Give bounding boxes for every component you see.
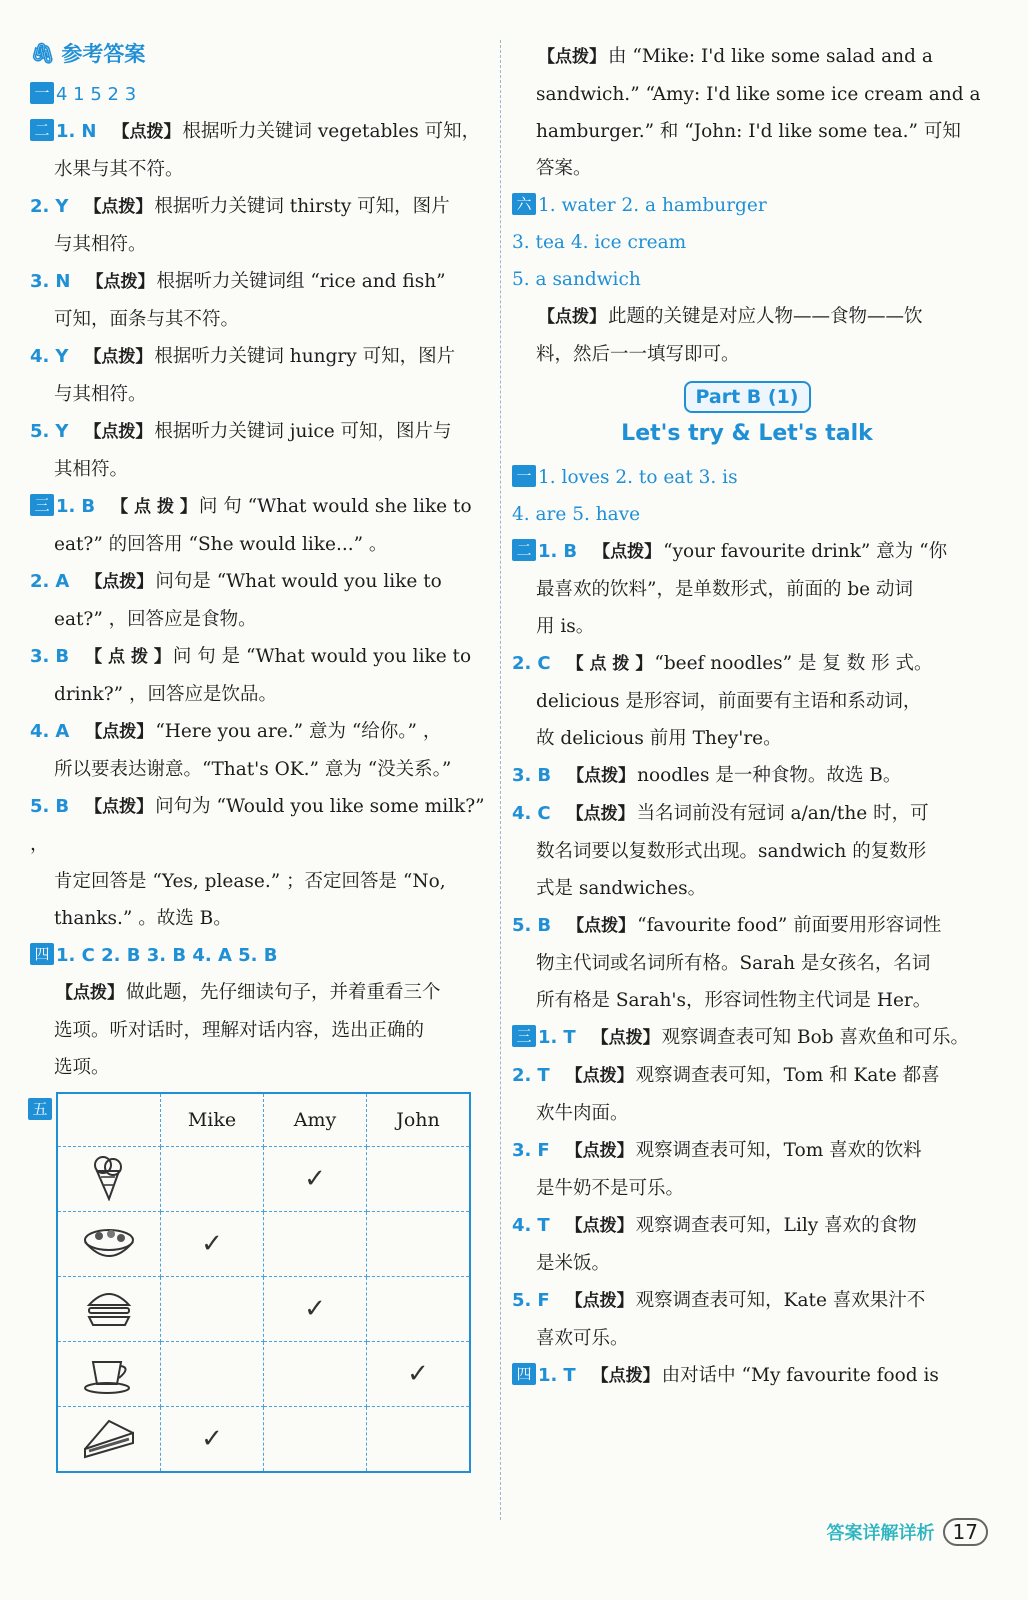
tip-label: 【点拨】 bbox=[85, 722, 154, 742]
item-answer: T bbox=[563, 1027, 576, 1048]
item-number: 1. bbox=[538, 1027, 558, 1048]
survey-table bbox=[56, 1092, 471, 1473]
item-answer: T bbox=[537, 1215, 550, 1236]
item-answer: T bbox=[563, 1365, 576, 1386]
tip-label: 【 点 拨 】 bbox=[85, 647, 171, 667]
tip-label: 【点拨】 bbox=[86, 272, 155, 292]
check-mark: ✓ bbox=[407, 1359, 429, 1389]
section-badge: 三 bbox=[512, 1025, 536, 1047]
list-item bbox=[512, 795, 982, 833]
item-answer: B bbox=[81, 496, 96, 517]
check-mark: ✓ bbox=[201, 1229, 223, 1259]
item-answer: F bbox=[537, 1140, 550, 1161]
item-number: 2. bbox=[30, 571, 50, 592]
answer-line: 5. a sandwich bbox=[512, 269, 641, 290]
tip-label: 【点拨】 bbox=[565, 1216, 634, 1236]
ice-cream-icon bbox=[79, 1153, 139, 1201]
tip-text: 欢牛肉面。 bbox=[536, 1103, 629, 1124]
part-title: Part B (1) bbox=[684, 381, 811, 413]
tip-label: 【点拨】 bbox=[538, 47, 606, 67]
list-item bbox=[512, 1132, 982, 1170]
tip-text: 物主代词或名词所有格。Sarah 是女孩名，名词 bbox=[536, 953, 931, 974]
answer-list: 1. C 2. B 3. B 4. A 5. B bbox=[56, 945, 278, 966]
item-answer: A bbox=[55, 571, 70, 592]
tip-text: 与其相符。 bbox=[54, 234, 147, 255]
item-number: 1. bbox=[56, 121, 76, 142]
list-item bbox=[512, 1282, 982, 1320]
item-answer: C bbox=[537, 653, 551, 674]
section-badge: 二 bbox=[30, 119, 54, 141]
list-item bbox=[512, 645, 982, 683]
item-answer: Y bbox=[55, 196, 69, 217]
tip-label: 【点拨】 bbox=[85, 797, 154, 817]
tip-text: 是牛奶不是可乐。 bbox=[536, 1178, 685, 1199]
section-badge: 六 bbox=[512, 193, 536, 215]
item-number: 4. bbox=[512, 1215, 532, 1236]
page-number: 17 bbox=[943, 1518, 988, 1546]
list-item bbox=[512, 757, 982, 795]
list-item bbox=[30, 113, 490, 151]
b-section-3 bbox=[512, 1019, 982, 1357]
section-4 bbox=[30, 937, 490, 1086]
item-number: 1. bbox=[538, 541, 558, 562]
item-number: 5. bbox=[512, 915, 532, 936]
list-item bbox=[30, 638, 490, 676]
tip-text: 做此题，先仔细读句子，并着重看三个 bbox=[126, 982, 441, 1003]
item-number: 5. bbox=[30, 421, 50, 442]
check-mark: ✓ bbox=[304, 1164, 326, 1194]
tip-text: sandwich.” “Amy: I'd like some ice cream and a bbox=[536, 84, 981, 105]
tip-text: 根据听力关键词 juice 可知，图片与 bbox=[154, 421, 452, 442]
item-answer: N bbox=[55, 271, 71, 292]
tip-text: 所有格是 Sarah's，形容词性物主代词是 Her。 bbox=[536, 990, 932, 1011]
tip-text: 数名词要以复数形式出现。sandwich 的复数形 bbox=[536, 841, 927, 862]
tip-text: eat?” ，回答应是食物。 bbox=[54, 609, 257, 630]
salad-bowl-icon bbox=[79, 1218, 139, 1266]
tip-text: 此题的关键是对应人物——食物——饮 bbox=[608, 306, 923, 327]
item-answer: B bbox=[537, 765, 552, 786]
list-item bbox=[30, 788, 490, 863]
header-title: 参考答案 bbox=[61, 42, 146, 66]
tip-text: eat?” 的回答用 “She would like...” 。 bbox=[54, 534, 388, 555]
tip-text: 由对话中 “My favourite food is bbox=[661, 1365, 939, 1386]
tip-text: hamburger.” 和 “John: I'd like some tea.” 可知 bbox=[536, 121, 961, 142]
section-badge: 二 bbox=[512, 539, 536, 561]
list-item bbox=[30, 263, 490, 301]
item-number: 2. bbox=[512, 653, 532, 674]
item-number: 3. bbox=[30, 271, 50, 292]
tip-text: 观察调查表可知 Bob 喜欢鱼和可乐。 bbox=[661, 1027, 969, 1048]
section-badge: 四 bbox=[30, 943, 54, 965]
list-item bbox=[512, 533, 982, 571]
item-number: 5. bbox=[512, 1290, 532, 1311]
list-item bbox=[30, 413, 490, 451]
answer-line: 1. loves 2. to eat 3. is bbox=[538, 467, 738, 488]
table-row bbox=[57, 1407, 470, 1473]
section-badge: 一 bbox=[512, 465, 536, 487]
tip-text: “beef noodles” 是 复 数 形 式。 bbox=[654, 653, 933, 674]
table-row bbox=[57, 1147, 470, 1212]
column-header: Amy bbox=[264, 1093, 367, 1147]
table-row bbox=[57, 1342, 470, 1407]
tip-text: 式是 sandwiches。 bbox=[536, 878, 707, 899]
item-answer: Y bbox=[55, 346, 69, 367]
item-answer: B bbox=[55, 796, 70, 817]
tip-text: delicious 是形容词，前面要有主语和系动词， bbox=[536, 691, 922, 712]
left-column bbox=[30, 30, 490, 1473]
table-corner bbox=[57, 1093, 161, 1147]
tip-text: 是米饭。 bbox=[536, 1253, 611, 1274]
tip-label: 【点拨】 bbox=[85, 572, 154, 592]
item-answer: A bbox=[55, 721, 70, 742]
item-number: 2. bbox=[512, 1065, 532, 1086]
tip-text: 最喜欢的饮料”，是单数形式，前面的 be 动词 bbox=[536, 579, 914, 600]
list-item bbox=[30, 488, 490, 526]
answer-line: 3. tea 4. ice cream bbox=[512, 232, 687, 253]
section-3 bbox=[30, 488, 490, 937]
tip-text: 由 “Mike: I'd like some salad and a bbox=[608, 46, 933, 67]
list-item bbox=[512, 1019, 982, 1057]
column-header: Mike bbox=[161, 1093, 264, 1147]
b-section-2 bbox=[512, 533, 982, 1019]
tip-text: 根据听力关键词 hungry 可知，图片 bbox=[154, 346, 456, 367]
tip-text: 观察调查表可知，Lily 喜欢的食物 bbox=[635, 1215, 917, 1236]
tip-label: 【点拨】 bbox=[567, 766, 636, 786]
item-answer: C bbox=[537, 803, 551, 824]
tip-label: 【点拨】 bbox=[565, 1141, 634, 1161]
answer-line: 4. are 5. have bbox=[512, 504, 641, 525]
tip-text: noodles 是一种食物。故选 B。 bbox=[637, 765, 902, 786]
tip-text: 根据听力关键词组 “rice and fish” bbox=[156, 271, 446, 292]
list-item bbox=[512, 1057, 982, 1095]
section-badge: 四 bbox=[512, 1363, 536, 1385]
tip-label: 【点拨】 bbox=[593, 542, 662, 562]
tip-text: 用 is。 bbox=[536, 616, 595, 637]
check-mark: ✓ bbox=[304, 1294, 326, 1324]
item-number: 5. bbox=[30, 796, 50, 817]
section-badge: 五 bbox=[28, 1098, 52, 1120]
item-answer: Y bbox=[55, 421, 69, 442]
column-header: John bbox=[367, 1093, 471, 1147]
item-number: 2. bbox=[30, 196, 50, 217]
answer-line: 1. water 2. a hamburger bbox=[538, 195, 767, 216]
item-answer: B bbox=[55, 646, 70, 667]
section-1 bbox=[30, 76, 490, 113]
list-item bbox=[30, 338, 490, 376]
tip-text: 当名词前没有冠词 a/an/the 时，可 bbox=[636, 803, 929, 824]
tip-text: 问句为 “Would you like some milk?” ， bbox=[30, 796, 485, 855]
list-item bbox=[512, 1207, 982, 1245]
tip-text: 料，然后一一填写即可。 bbox=[536, 344, 740, 365]
tip-label: 【点拨】 bbox=[567, 916, 636, 936]
tip-text: 观察调查表可知，Kate 喜欢果汁不 bbox=[635, 1290, 926, 1311]
tip-text: 水果与其不符。 bbox=[54, 159, 184, 180]
tip-label: 【点拨】 bbox=[538, 307, 606, 327]
item-answer: T bbox=[537, 1065, 550, 1086]
table-row bbox=[57, 1212, 470, 1277]
section-badge: 三 bbox=[30, 494, 54, 516]
tip-label: 【点拨】 bbox=[84, 422, 153, 442]
lesson-subtitle: Let's try & Let's talk bbox=[621, 421, 873, 446]
tip-text: “favourite food” 前面要用形容词性 bbox=[637, 915, 942, 936]
b-section-1 bbox=[512, 459, 982, 533]
tip-text: 根据听力关键词 thirsty 可知，图片 bbox=[154, 196, 450, 217]
tip-label: 【点拨】 bbox=[566, 804, 635, 824]
tip-text: 可知，面条与其不符。 bbox=[54, 309, 240, 330]
tip-text: 选项。 bbox=[54, 1057, 110, 1078]
tip-text: 其相符。 bbox=[54, 459, 129, 480]
tip-label: 【点拨】 bbox=[565, 1291, 634, 1311]
tip-text: 观察调查表可知，Tom 和 Kate 都喜 bbox=[635, 1065, 940, 1086]
tip-text: 问 句 “What would she like to bbox=[198, 496, 472, 517]
item-number: 3. bbox=[512, 765, 532, 786]
section-5 bbox=[30, 1092, 490, 1473]
tea-cup-icon bbox=[79, 1348, 139, 1396]
tip-text: 选项。听对话时，理解对话内容，选出正确的 bbox=[54, 1020, 425, 1041]
tip-label: 【 点 拨 】 bbox=[566, 654, 653, 674]
list-item bbox=[30, 563, 490, 601]
item-number: 4. bbox=[30, 346, 50, 367]
section-6 bbox=[512, 187, 982, 373]
tip-text: 答案。 bbox=[536, 158, 592, 179]
item-number: 3. bbox=[30, 646, 50, 667]
tip-text: 所以要表达谢意。“That's OK.” 意为 “没关系。” bbox=[54, 759, 452, 780]
b-section-4 bbox=[512, 1357, 982, 1395]
section-2 bbox=[30, 113, 490, 488]
tip-label: 【点拨】 bbox=[565, 1066, 634, 1086]
item-answer: B bbox=[563, 541, 578, 562]
list-item bbox=[30, 713, 490, 751]
section-header bbox=[30, 30, 490, 76]
tip-text: drink?” ，回答应是饮品。 bbox=[54, 684, 277, 705]
tip-label: 【点拨】 bbox=[591, 1028, 660, 1048]
item-number: 3. bbox=[512, 1140, 532, 1161]
tip-text: “Here you are.” 意为 “给你。” ， bbox=[155, 721, 442, 742]
item-number: 1. bbox=[538, 1365, 558, 1386]
answer-sequence: 4 1 5 2 3 bbox=[56, 84, 137, 105]
column-divider bbox=[500, 40, 501, 1520]
tip-text: 与其相符。 bbox=[54, 384, 147, 405]
right-column bbox=[512, 30, 982, 1395]
list-item bbox=[512, 907, 982, 945]
item-number: 4. bbox=[512, 803, 532, 824]
list-item bbox=[30, 188, 490, 226]
item-answer: N bbox=[81, 121, 97, 142]
tip-label: 【点拨】 bbox=[84, 197, 153, 217]
tip-text: 故 delicious 前用 They're。 bbox=[536, 728, 782, 749]
item-answer: F bbox=[537, 1290, 550, 1311]
tip-label: 【 点 拨 】 bbox=[111, 497, 197, 517]
item-answer: B bbox=[537, 915, 552, 936]
sandwich-icon bbox=[79, 1413, 139, 1461]
table-row bbox=[57, 1277, 470, 1342]
footer-label: 答案详解详析 bbox=[826, 1523, 935, 1544]
tip-text: 根据听力关键词 vegetables 可知， bbox=[182, 121, 481, 142]
section-badge: 一 bbox=[30, 82, 54, 104]
page-footer bbox=[827, 1518, 988, 1546]
check-mark: ✓ bbox=[201, 1424, 223, 1454]
item-number: 1. bbox=[56, 496, 76, 517]
tip-text: 观察调查表可知，Tom 喜欢的饮料 bbox=[635, 1140, 922, 1161]
hamburger-icon bbox=[79, 1283, 139, 1331]
tip-text: 问句是 “What would you like to bbox=[155, 571, 442, 592]
tip-text: 问 句 是 “What would you like to bbox=[172, 646, 472, 667]
tip-text: thanks.” 。故选 B。 bbox=[54, 908, 232, 929]
tip-text: 肯定回答是 “Yes, please.” ；否定回答是 “No, bbox=[54, 871, 446, 892]
item-number: 4. bbox=[30, 721, 50, 742]
tip-label: 【点拨】 bbox=[84, 347, 153, 367]
tip-label: 【点拨】 bbox=[112, 122, 181, 142]
tip-label: 【点拨】 bbox=[591, 1366, 660, 1386]
tip-text: 喜欢可乐。 bbox=[536, 1328, 629, 1349]
paperclip-icon: 🖇 bbox=[30, 41, 56, 65]
tip-label: 【点拨】 bbox=[56, 983, 124, 1003]
tip-text: “your favourite drink” 意为 “你 bbox=[663, 541, 948, 562]
